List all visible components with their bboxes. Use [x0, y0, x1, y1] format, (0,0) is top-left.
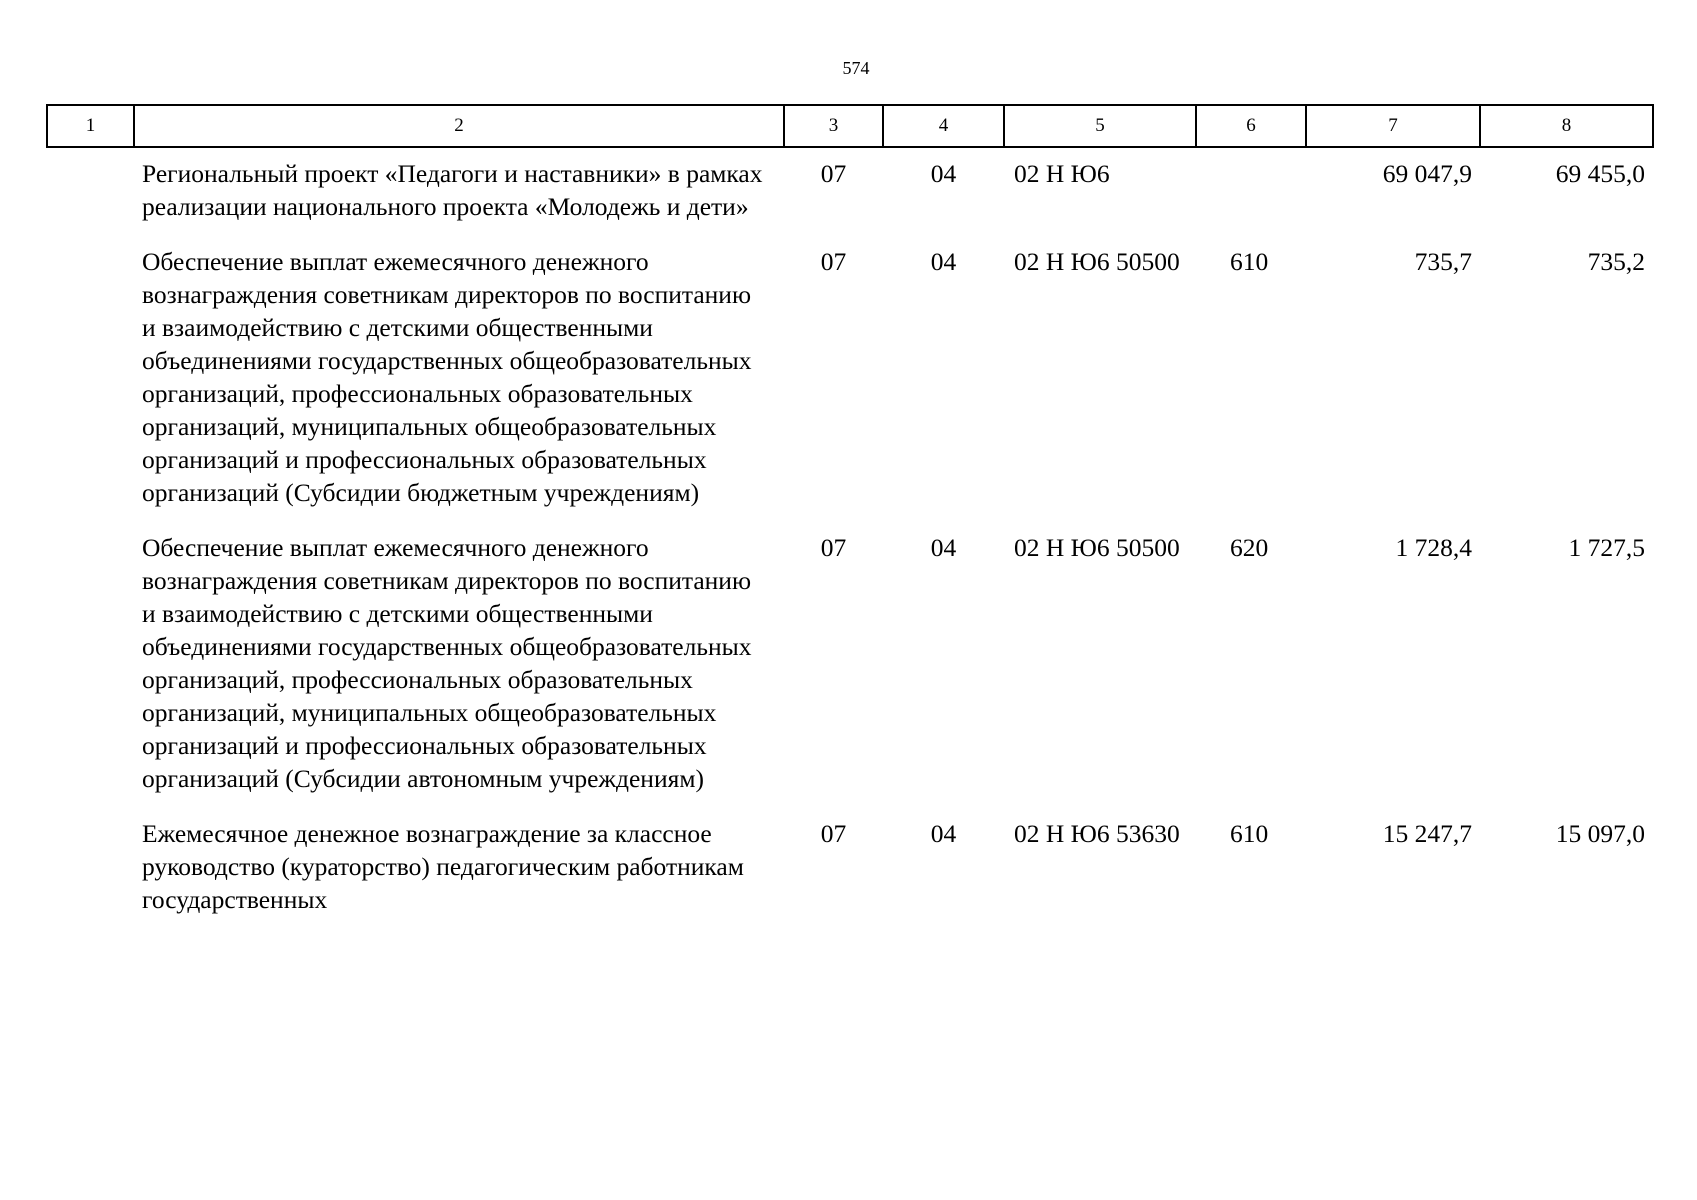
cell-expense-type: 610	[1230, 247, 1269, 276]
header-row	[47, 105, 1653, 147]
cell-amount-1: 1 728,4	[1395, 533, 1472, 562]
header-col-7: 7	[1306, 105, 1480, 147]
cell-amount-2: 1 727,5	[1568, 533, 1645, 562]
cell-name: Ежемесячное денежное вознаграждение за классное руководство (кураторство) педагогическим работникам государственных	[142, 819, 744, 914]
cell-amount-2: 735,2	[1587, 247, 1645, 276]
budget-table	[46, 104, 1654, 929]
cell-target-article: 02 Н Ю6	[1014, 159, 1110, 188]
table-row	[47, 808, 1653, 929]
cell-empty	[47, 808, 134, 929]
header-col-8: 8	[1480, 105, 1653, 147]
cell-empty	[47, 147, 134, 236]
cell-empty	[47, 522, 134, 808]
page-number: 574	[842, 58, 870, 78]
table-row	[47, 236, 1653, 522]
cell-amount-1: 735,7	[1414, 247, 1472, 276]
cell-amount-1: 69 047,9	[1382, 159, 1472, 188]
header-col-6: 6	[1196, 105, 1306, 147]
table-header	[47, 105, 1653, 147]
cell-amount-2: 15 097,0	[1555, 819, 1645, 848]
table-row	[47, 147, 1653, 236]
cell-expense-type: 610	[1230, 819, 1269, 848]
cell-expense-type	[1196, 147, 1306, 236]
cell-subsection: 04	[930, 819, 957, 848]
cell-section: 07	[820, 533, 847, 562]
cell-section: 07	[820, 247, 847, 276]
header-col-4: 4	[883, 105, 1004, 147]
cell-amount-2: 69 455,0	[1555, 159, 1645, 188]
header-col-5: 5	[1004, 105, 1196, 147]
cell-amount-1: 15 247,7	[1382, 819, 1472, 848]
cell-subsection: 04	[930, 159, 957, 188]
cell-subsection: 04	[930, 247, 957, 276]
cell-name: Обеспечение выплат ежемесячного денежного вознаграждения советникам директоров по воспитанию и взаимодействию с детскими общественными объединениями государственных общеобразовательных организаций, профессиональных образовательных организаций, муниципальных общеобразовательных организаций и профессиональных образовательных организаций (Субсидии бюджетным учреждениям)	[142, 247, 752, 507]
header-col-1: 1	[47, 105, 134, 147]
table-body	[47, 147, 1653, 929]
cell-target-article: 02 Н Ю6 50500	[1014, 533, 1180, 562]
cell-section: 07	[820, 159, 847, 188]
cell-section: 07	[820, 819, 847, 848]
cell-empty	[47, 236, 134, 522]
cell-name: Региональный проект «Педагоги и наставники» в рамках реализации национального проекта «Молодежь и дети»	[142, 159, 763, 221]
cell-expense-type: 620	[1230, 533, 1269, 562]
cell-target-article: 02 Н Ю6 53630	[1014, 819, 1180, 848]
header-col-3: 3	[784, 105, 883, 147]
cell-subsection: 04	[930, 533, 957, 562]
table-row	[47, 522, 1653, 808]
header-col-2: 2	[134, 105, 784, 147]
cell-name: Обеспечение выплат ежемесячного денежного вознаграждения советникам директоров по воспитанию и взаимодействию с детскими общественными объединениями государственных общеобразовательных организаций, профессиональных образовательных организаций, муниципальных общеобразовательных организаций и профессиональных образовательных организаций (Субсидии автономным учреждениям)	[142, 533, 752, 793]
cell-target-article: 02 Н Ю6 50500	[1014, 247, 1180, 276]
